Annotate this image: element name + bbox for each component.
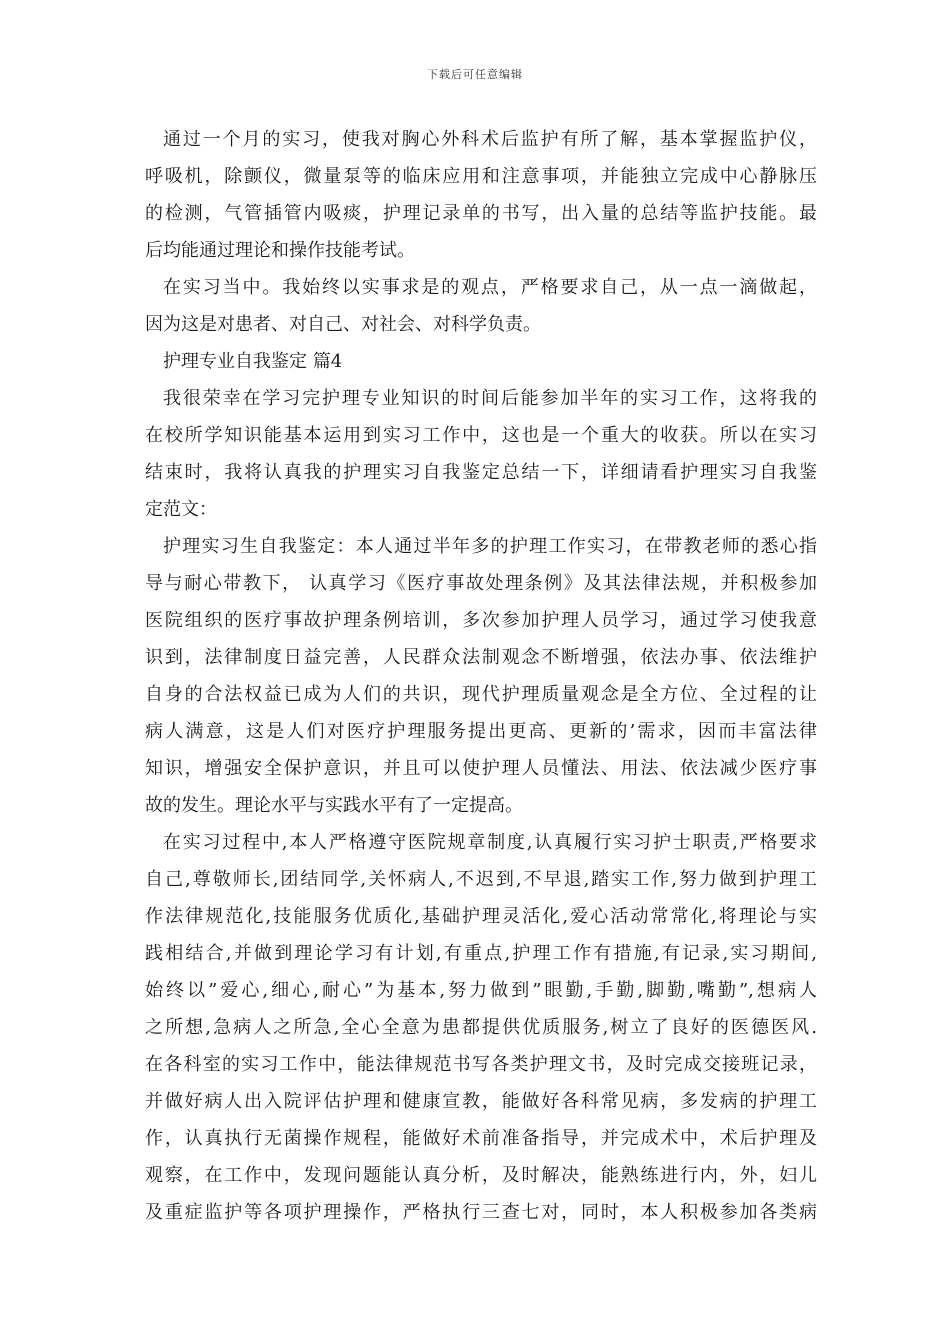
text-line: 自身的合法权益已成为人们的共识，现代护理质量观念是全方位、全过程的让 xyxy=(145,684,817,705)
text-line: 始终以”爱心,细心,耐心”为基本,努力做到”眼勤,手勤,脚勤,嘴勤”,想病人 xyxy=(145,980,817,1001)
text-line: 作，认真执行无菌操作规程，能做好术前准备指导，并完成术中，术后护理及 xyxy=(145,1128,817,1149)
text-line: 呼吸机，除颤仪，微量泵等的临床应用和注意事项，并能独立完成中心静脉压 xyxy=(145,166,817,187)
document-body xyxy=(145,121,817,1231)
text-line: 的检测，气管插管内吸痰，护理记录单的书写，出入量的总结等监护技能。最 xyxy=(145,203,817,224)
text-line: 结束时，我将认真我的护理实习自我鉴定总结一下，详细请看护理实习自我鉴 xyxy=(145,462,817,483)
text-line: 在各科室的实习工作中，能法律规范书写各类护理文书，及时完成交接班记录， xyxy=(145,1054,817,1075)
text-line: 作法律规范化,技能服务优质化,基础护理灵活化,爱心活动常常化,将理论与实 xyxy=(145,906,817,927)
text-line: 病人满意，这是人们对医疗护理服务提出更高、更新的’需求，因而丰富法律 xyxy=(145,721,817,742)
text-line: 并做好病人出入院评估护理和健康宣教，能做好各科常见病，多发病的护理工 xyxy=(145,1091,817,1112)
text-line: 在校所学知识能基本运用到实习工作中，这也是一个重大的收获。所以在实习 xyxy=(145,425,817,446)
text-line: 知识，增强安全保护意识，并且可以使护理人员懂法、用法、依法减少医疗事 xyxy=(145,758,817,779)
text-line: 护理实习生自我鉴定：本人通过半年多的护理工作实习，在带教老师的悉心指 xyxy=(163,536,817,557)
text-line: 观察，在工作中，发现问题能认真分析，及时解决，能熟练进行内，外，妇儿 xyxy=(145,1165,817,1186)
text-line: 导与耐心带教下， 认真学习《医疗事故处理条例》及其法律法规，并积极参加 xyxy=(145,573,817,594)
text-line: 护理专业自我鉴定 篇4 xyxy=(163,351,343,372)
text-line: 践相结合,并做到理论学习有计划,有重点,护理工作有措施,有记录,实习期间, xyxy=(145,943,817,964)
text-line: 识到，法律制度日益完善，人民群众法制观念不断增强，依法办事、依法维护 xyxy=(145,647,817,668)
text-line: 之所想,急病人之所急,全心全意为患都提供优质服务,树立了良好的医德医风. xyxy=(145,1017,817,1038)
text-line: 定范文： xyxy=(145,499,217,520)
text-line: 后均能通过理论和操作技能考试。 xyxy=(145,240,415,261)
text-line: 因为这是对患者、对自己、对社会、对科学负责。 xyxy=(145,314,541,335)
text-line: 在实习过程中,本人严格遵守医院规章制度,认真履行实习护士职责,严格要求 xyxy=(163,832,817,853)
page-header: 下载后可任意编辑 xyxy=(427,68,523,81)
text-line: 医院组织的医疗事故护理条例培训，多次参加护理人员学习，通过学习使我意 xyxy=(145,610,817,631)
text-line: 我很荣幸在学习完护理专业知识的时间后能参加半年的实习工作，这将我的 xyxy=(163,388,817,409)
text-line: 自己,尊敬师长,团结同学,关怀病人,不迟到,不早退,踏实工作,努力做到护理工 xyxy=(145,869,817,890)
text-line: 在实习当中。我始终以实事求是的观点，严格要求自己，从一点一滴做起， xyxy=(163,277,817,298)
text-line: 及重症监护等各项护理操作，严格执行三查七对，同时，本人积极参加各类病 xyxy=(145,1202,817,1223)
text-line: 故的发生。理论水平与实践水平有了一定提高。 xyxy=(145,795,523,816)
text-line: 通过一个月的实习，使我对胸心外科术后监护有所了解，基本掌握监护仪， xyxy=(163,129,817,150)
